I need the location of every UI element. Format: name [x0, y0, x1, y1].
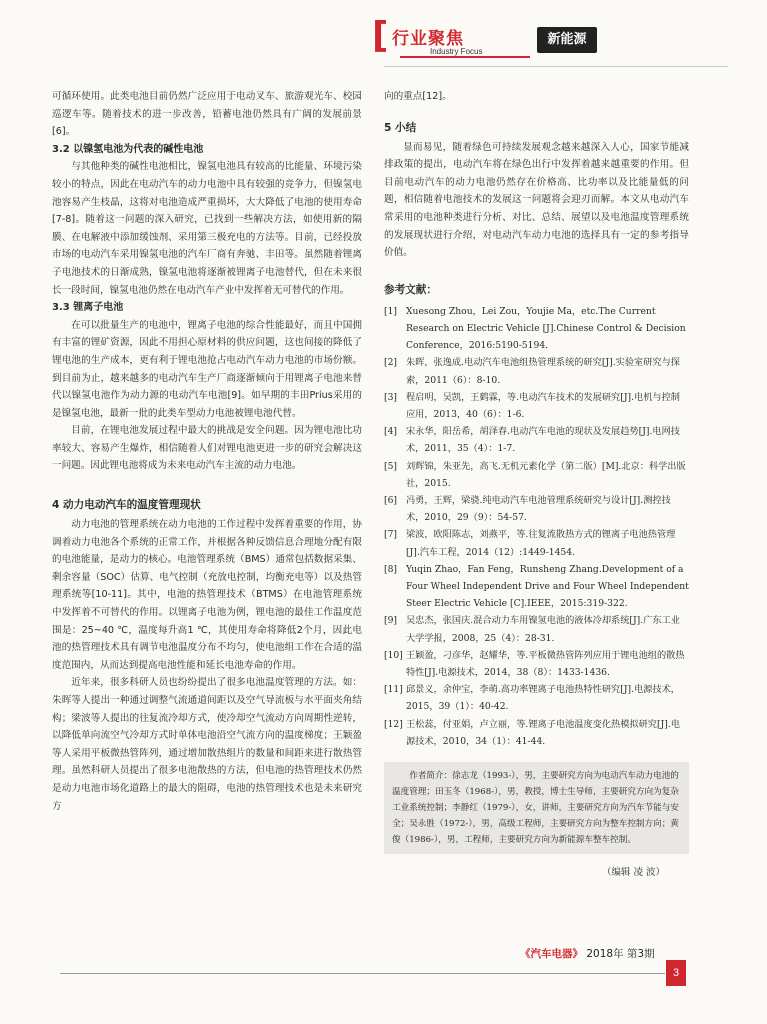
reference-number: [9]	[384, 615, 398, 627]
reference-list	[384, 303, 689, 750]
reference-item	[384, 561, 689, 613]
section-title: 行业聚焦	[392, 29, 464, 49]
paragraph: 与其他种类的碱性电池相比，镍氢电池具有较高的比能量、环境污染较小的特点，因此在电动汽车的动力电池中具有较强的竞争力，但镍氢电池容易产生枝晶，这将对电池造成严重损坏，大大降低了电池的使用寿命[7-8]。随着这一问题的深入研究，已找到一些解决方法，如使用新的隔膜、在电解液中添加缓蚀剂、采用第三极充电的方法等。目前，已经投放市场的电动汽车采用镍氢电池的汽车厂商有奔驰、丰田等。虽然随着锂离子电池技术的日渐成熟，镍氢电池将逐渐被锂离子电池替代，但在未来很长一段时间，镍氢电池仍然在电动汽车产业中发挥着无可替代的作用。	[52, 161, 362, 296]
reference-item	[384, 612, 689, 646]
section-heading: 4 动力电动汽车的温度管理现状	[52, 499, 201, 512]
section-subtitle: Industry Focus	[430, 47, 483, 56]
right-column	[384, 88, 689, 882]
reference-item	[384, 492, 689, 526]
paragraph: 在可以批量生产的电池中，锂离子电池的综合性能最好，而且中国拥有丰富的锂矿资源，因此不用担心原材料的供应问题，这也间接的降低了锂电池的生产成本，更有利于锂电池抢占电动汽车动力电池的市场份额。到目前为止，越来越多的电动汽车生产厂商逐渐倾向于用锂离子电池来替代以镍氢电池作为动力源的电动汽车电池[9]。如早期的丰田Prius采用的是镍氢电池，最新一批的此类车型动力电池被锂电池代替。	[52, 319, 362, 419]
reference-item	[384, 716, 689, 750]
reference-number: [4]	[384, 426, 398, 438]
subsection-heading: 3.3 锂离子电池	[52, 302, 124, 314]
subsection-heading: 3.2 以镍氢电池为代表的碱性电池	[52, 143, 204, 155]
paragraph: 目前，在锂电池发展过程中最大的挑战是安全问题。因为锂电池比功率较大、容易产生爆炸，相信随着人们对锂电池更进一步的研究会解决这一问题。因此锂电池将成为未来电动汽车主流的动力电池。	[52, 425, 362, 472]
header-bracket: [	[372, 15, 389, 56]
reference-number: [1]	[384, 305, 398, 317]
reference-item	[384, 681, 689, 715]
reference-item	[384, 354, 689, 388]
category-tag: 新能源	[537, 27, 597, 53]
reference-number: [7]	[384, 529, 398, 541]
reference-text: 宋永华，阳岳希，胡泽春.电动汽车电池的现状及发展趋势[J].电网技术，2011，35（4）：1-7.	[406, 426, 680, 455]
reference-text: 梁波，欧阳陈志，刘燕平，等.往复流散热方式的锂离子电池热管理[J].汽车工程，2014（12）:1449-1454.	[406, 529, 676, 558]
reference-text: 吴忠杰，张国庆.混合动力车用镍氢电池的液体冷却系统[J].广东工业大学学报，2008，25（4）：28-31.	[406, 615, 680, 644]
paragraph: 向的重点[12]。	[384, 91, 452, 102]
reference-item	[384, 458, 689, 492]
reference-text: 邱景义，余仲宝，李萌.高功率锂离子电池热特性研究[J].电源技术，2015，39（1）：40-42.	[406, 684, 680, 713]
reference-text: 程启明，吴凯，王鹤霖，等.电动汽车技术的发展研究[J].电机与控制应用，2013，40（6）：1-6.	[406, 391, 680, 420]
paragraph: 显而易见，随着绿色可持续发展观念越来越深入人心，国家节能减排政策的提出，电动汽车将在绿色出行中发挥着越来越重要的作用。但目前电动汽车的动力电池仍然存在价格高、比功率以及比能量低的问题，相信随着电池技术的发展这一问题将会迎刃而解。本文从电动汽车常采用的电池种类进行分析、对比、总结、展望以及电池温度管理系统的发展现状进行介绍，对电动汽车动力电池的选择具有一定的参考指导价值。	[384, 141, 689, 259]
author-intro: 作者简介：徐志龙（1993-），男，主要研究方向为电动汽车动力电池的温度管理；田玉冬（1968-），男，教授，博士生导师，主要研究方向为复杂工业系统控制；李静红（1979-），女，讲师，主要研究方向为汽车节能与安全；吴永胜（1972-），男，高级工程师，主要研究方向为整车控制方向；黄俊（1986-），男，工程师，主要研究方向为新能源车整车控制。	[384, 762, 689, 854]
reference-item	[384, 423, 689, 457]
footer-divider	[60, 973, 665, 974]
reference-text: Yuqin Zhao，Fan Feng，Runsheng Zhang.Development of a Four Wheel Independent Drive and Four Wheel Independent Steer Electric Vehicle [C].IEEE，2015:319-322.	[406, 563, 689, 610]
reference-text: Xuesong Zhou，Lei Zou，Youjie Ma，etc.The Current Research on Electric Vehicle [J].Chinese Control & Decision Conference，2016:5190-5194.	[406, 305, 686, 352]
section-heading: 5 小结	[384, 121, 417, 134]
reference-number: [6]	[384, 494, 398, 506]
editor-credit: （编辑 凌 波）	[601, 867, 665, 879]
reference-text: 王颖盈，刁彦华，赵耀华，等.平板微热管阵列应用于锂电池组的散热特性[J].电源技术，2014，38（8）：1433-1436.	[406, 649, 685, 679]
references-heading: 参考文献：	[384, 283, 437, 296]
reference-number: [10]	[384, 649, 403, 661]
paragraph: 动力电池的管理系统在动力电池的工作过程中发挥着重要的作用，协调着动力电池各个系统的正常工作，并根据各种反馈信息合理地分配有限的电池能量，是动力的核心。电池管理系统（BMS）通常包括数据采集、剩余容量（SOC）估算、电气控制（充放电控制，均衡充电等）以及热管理系统等[10-11]。其中，电池的热管理技术（BTMS）在电池管理系统中发挥着不可替代的作用。以锂离子电池为例，锂电池的最佳工作温度范围是：25~40 ℃，温度每升高1 ℃，其使用寿命将降低2个月，因此电池的热管理技术具有调节电池温度分布不均匀，使电池组工作在合适的温度范围内，从而达到提高电池性能和延长电池寿命的作用。	[52, 519, 362, 671]
journal-name: 《汽车电器》	[520, 948, 583, 960]
paragraph: 近年来，很多科研人员也纷纷提出了很多电池温度管理的方法。如：朱晖等人提出一种通过调整气流通道间距以及空气导流板与水平面夹角结构；梁波等人提出的往复流冷却方式，使冷却空气流动方向周期性逆转，以降低单向流空气冷却方式时单体电池沿空气流方向的温度梯度；王颖盈等人采用平板微热管阵列，通过增加散热组片的数量和间距来进行散热管理。虽然科研人员提出了很多电池散热的方法，但电池的热管理技术仍然是动力电池市场化道路上的最大的阻碍，电池的热管理技术也是未来研究方	[52, 677, 362, 812]
reference-text: 刘辉锦，朱亚先，高飞.无机元素化学（第二版）[M].北京：科学出版社，2015.	[406, 460, 686, 489]
reference-text: 冯勇，王辉，梁骁.纯电动汽车电池管理系统研究与设计[J].测控技术，2010，29（9）：54-57.	[406, 494, 671, 524]
reference-text: 朱晖，张逸成.电动汽车电池组热管理系统的研究[J].实验室研究与探索，2011（6）：8-10.	[406, 357, 680, 386]
reference-item	[384, 647, 689, 681]
reference-number: [2]	[384, 357, 398, 369]
page-number: 3	[666, 960, 686, 986]
reference-text: 王松蕊，付亚娟，卢立丽，等.锂离子电池温度变化热模拟研究[J].电源技术，2010，34（1）：41-44.	[406, 718, 680, 747]
reference-item	[384, 389, 689, 423]
paragraph: 可循环使用。此类电池目前仍然广泛应用于电动叉车、旅游观光车、校园巡逻车等。随着技术的进一步改善，铅蓄电池仍然具有广阔的发展前景[6]。	[52, 91, 362, 138]
left-column	[52, 88, 362, 815]
reference-item	[384, 303, 689, 355]
issue-label: 2018年 第3期	[586, 948, 655, 960]
reference-number: [8]	[384, 563, 398, 575]
reference-item	[384, 526, 689, 560]
header-divider	[384, 66, 728, 67]
reference-number: [3]	[384, 391, 398, 403]
reference-number: [11]	[384, 684, 403, 696]
reference-number: [12]	[384, 718, 403, 730]
header-accent-bar	[400, 56, 530, 58]
footer	[520, 946, 655, 961]
reference-number: [5]	[384, 460, 398, 472]
